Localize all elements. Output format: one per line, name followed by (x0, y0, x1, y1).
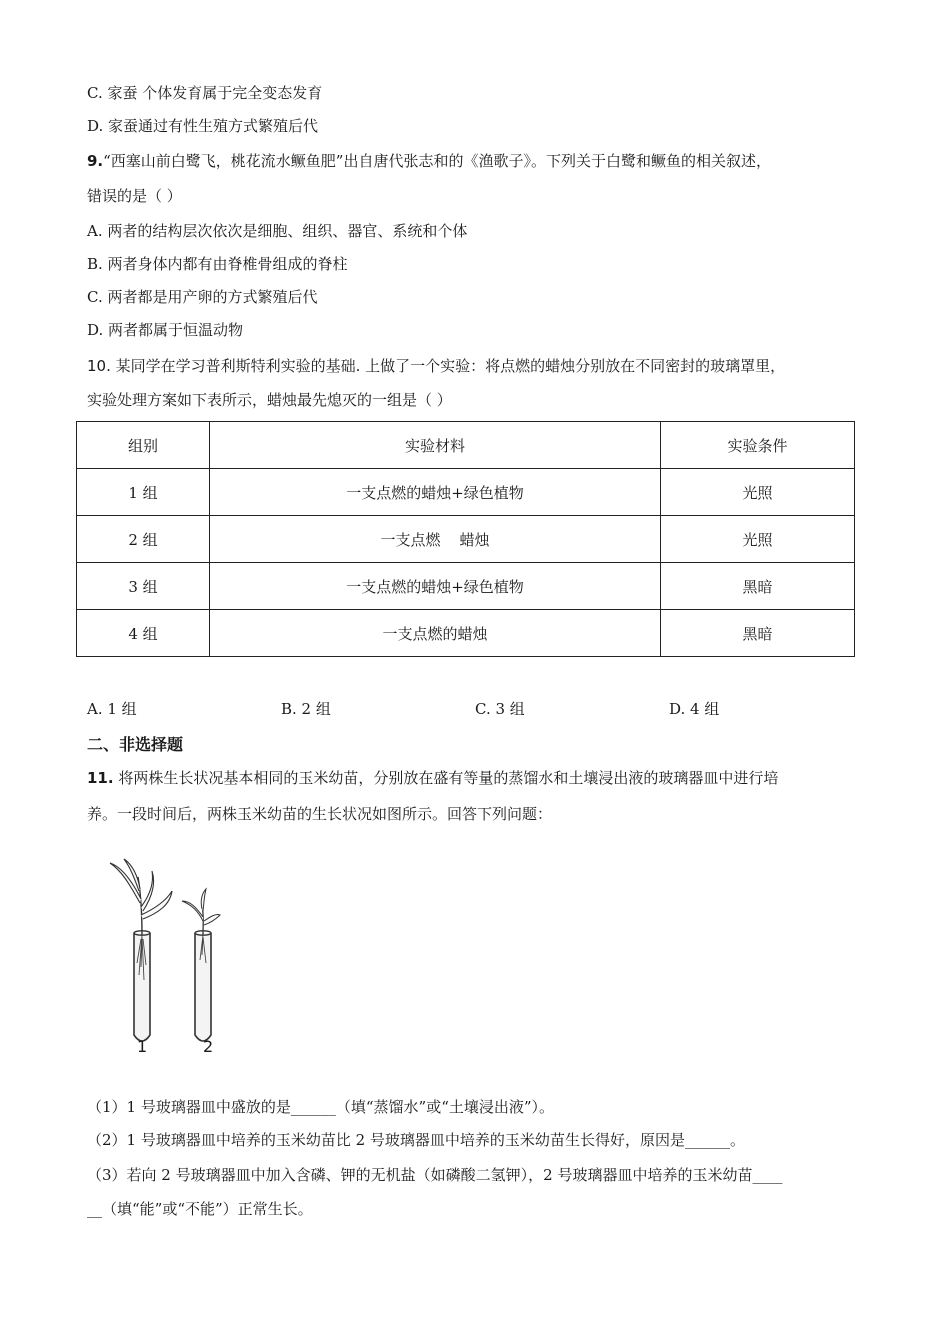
q11-stem-line2: 养。一段时间后，两株玉米幼苗的生长状况如图所示。回答下列问题： (87, 805, 553, 823)
q8-option-d: D. 家蚕通过有性生殖方式繁殖后代 (87, 117, 319, 135)
table-header-cell: 实验材料 (210, 422, 661, 469)
table-row (77, 563, 855, 610)
table-cell: 一支点燃的蜡烛 (210, 610, 661, 657)
q11-sub1: （1）1 号玻璃器皿中盛放的是______（填“蒸馏水”或“土壤浸出液”）。 (87, 1098, 555, 1116)
q11-number: 11. (87, 769, 114, 787)
table-cell: 光照 (661, 469, 855, 516)
q10-option-b: B. 2 组 (281, 700, 331, 718)
q10-stem-line1 (87, 355, 785, 376)
q9-option-d: D. 两者都属于恒温动物 (87, 321, 244, 339)
table-cell: 一支点燃的蜡烛+绿色植物 (210, 469, 661, 516)
q11-stem-text: 将两株生长状况基本相同的玉米幼苗，分别放在盛有等量的蒸馏水和土壤浸出液的玻璃器皿中进行培 (113, 769, 779, 787)
q9-option-b: B. 两者身体内都有由脊椎骨组成的脊柱 (87, 255, 348, 273)
q9-stem-line1 (87, 150, 771, 171)
test-tube-1 (134, 931, 150, 1041)
figure-label-1: 1 (137, 1037, 148, 1056)
q11-sub2: （2）1 号玻璃器皿中培养的玉米幼苗比 2 号玻璃器皿中培养的玉米幼苗生长得好，原因是______。 (87, 1131, 745, 1149)
q10-option-c: C. 3 组 (475, 700, 525, 718)
figure-label-2: 2 (203, 1037, 214, 1056)
q10-number: 10. (87, 357, 111, 375)
table-cell: 光照 (661, 516, 855, 563)
q11-sub3-line2: __（填“能”或“不能”）正常生长。 (87, 1200, 313, 1218)
q11-sub3-line1: （3）若向 2 号玻璃器皿中加入含磷、钾的无机盐（如磷酸二氢钾），2 号玻璃器皿中培养的玉米幼苗____ (87, 1166, 783, 1184)
table-header-cell: 实验条件 (661, 422, 855, 469)
table-row (77, 610, 855, 657)
table-cell: 2 组 (77, 516, 210, 563)
q10-stem-line2: 实验处理方案如下表所示，蜡烛最先熄灭的一组是（ ） (87, 391, 452, 409)
table-cell: 3 组 (77, 563, 210, 610)
table-cell: 一支点燃 蜡烛 (210, 516, 661, 563)
q10-option-a: A. 1 组 (87, 700, 137, 718)
q9-option-c: C. 两者都是用产卵的方式繁殖后代 (87, 288, 318, 306)
table-cell: 1 组 (77, 469, 210, 516)
q10-option-d: D. 4 组 (669, 700, 720, 718)
seedling-figure (100, 855, 240, 1064)
table-header-cell: 组别 (77, 422, 210, 469)
table-cell: 黑暗 (661, 563, 855, 610)
table-header-row (77, 422, 855, 469)
table-cell: 4 组 (77, 610, 210, 657)
section-title: 二、非选择题 (87, 735, 184, 754)
q9-option-a: A. 两者的结构层次依次是细胞、组织、器官、系统和个体 (87, 222, 468, 240)
q10-stem-text: 某同学在学习普利斯特利实验的基础. 上做了一个实验：将点燃的蜡烛分别放在不同密封的玻璃罩里， (110, 357, 786, 375)
table-row (77, 469, 855, 516)
q8-option-c: C. 家蚕 个体发育属于完全变态发育 (87, 84, 323, 102)
experiment-table (76, 421, 855, 657)
table-row (77, 516, 855, 563)
seedling-illustration (100, 855, 240, 1060)
q11-stem-line1 (87, 767, 778, 788)
q9-stem-line2: 错误的是（ ） (87, 187, 182, 205)
table-cell: 一支点燃的蜡烛+绿色植物 (210, 563, 661, 610)
q9-stem-text: “西塞山前白鹭飞，桃花流水鳜鱼肥”出自唐代张志和的《渔歌子》。下列关于白鹭和鳜鱼的相关叙述， (103, 152, 771, 170)
q9-number: 9. (87, 152, 104, 170)
test-tube-2 (195, 931, 211, 1041)
seedling-2 (182, 889, 220, 935)
table-cell: 黑暗 (661, 610, 855, 657)
seedling-1 (110, 859, 172, 935)
